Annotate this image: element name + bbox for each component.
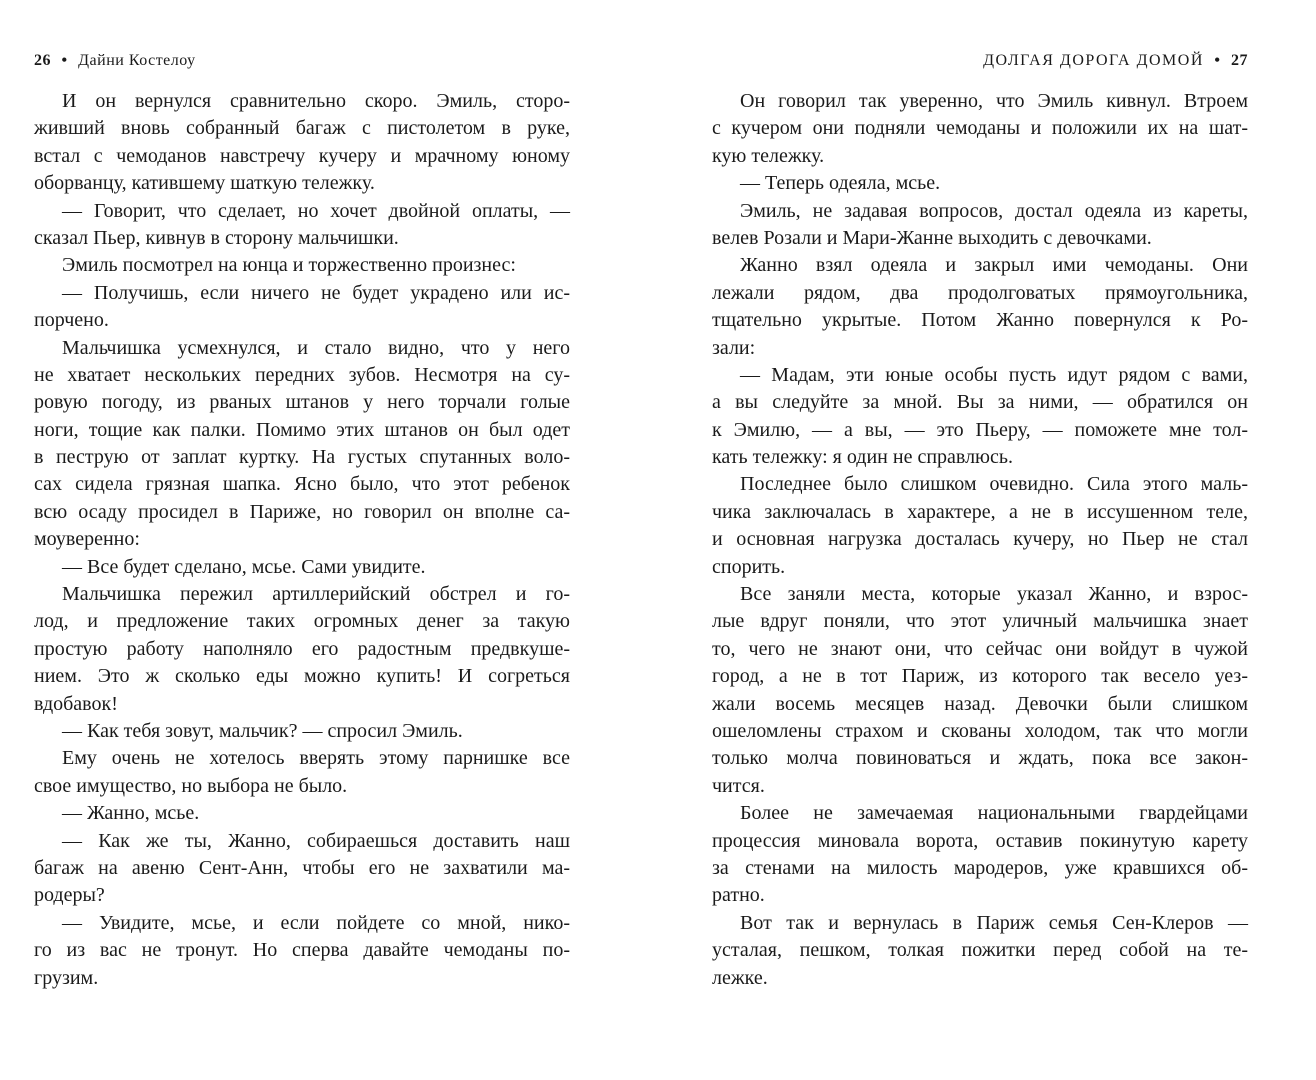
text-line: Ему очень не хотелось вверять этому парнишке все <box>62 747 570 770</box>
left-body-text <box>34 88 570 992</box>
text-line: ратно. <box>712 884 765 907</box>
text-line: к Эмилю, — а вы, — это Пьеру, — поможете мне тол- <box>712 418 1248 441</box>
text-line: Более не замечаемая национальными гвардейцами <box>740 802 1248 825</box>
text-line: не хватает нескольких передних зубов. Несмотря на су- <box>34 363 570 386</box>
text-line: Мальчишка усмехнулся, и стало видно, что у него <box>62 336 570 359</box>
right-body-text <box>712 88 1248 992</box>
text-line: — Теперь одеяла, мсье. <box>740 172 941 195</box>
text-line: вдобавок! <box>34 692 118 715</box>
text-line: сказал Пьер, кивнув в сторону мальчишки. <box>34 226 399 249</box>
text-line: процессия миновала ворота, оставив покинутую карету <box>712 829 1248 852</box>
text-line: — Как тебя зовут, мальчик? — спросил Эмиль. <box>62 719 463 742</box>
text-line: простую работу наполняло его радостным предвкуше- <box>34 637 570 660</box>
text-line: Все заняли места, которые указал Жанно, и взрос- <box>740 583 1248 606</box>
text-line: Последнее было слишком очевидно. Сила этого маль- <box>740 473 1248 496</box>
text-line: лежали рядом, два продолговатых прямоугольника, <box>712 281 1248 304</box>
text-line: с кучером они подняли чемоданы и положили их на шат- <box>712 117 1248 140</box>
text-line: — Говорит, что сделает, но хочет двойной оплаты, — <box>62 199 570 222</box>
text-line: то, чего не знают они, что сейчас они войдут в чужой <box>712 637 1248 660</box>
text-line: Эмиль, не задавая вопросов, достал одеяла из кареты, <box>740 199 1248 222</box>
text-line: лежке. <box>712 966 768 989</box>
text-line: — Мадам, эти юные особы пусть идут рядом с вами, <box>740 363 1248 386</box>
text-line: — Как же ты, Жанно, собираешься доставить наш <box>62 829 570 852</box>
text-line: И он вернулся сравнительно скоро. Эмиль, сторо- <box>62 90 570 112</box>
text-line: ровую погоду, из рваных штанов у него торчали голые <box>34 391 570 414</box>
text-line: кать тележку: я один не справлюсь. <box>712 446 1013 469</box>
text-line: — Все будет сделано, мсье. Сами увидите. <box>62 555 426 578</box>
text-line: ошеломлены страхом и скованы холодом, так что могли <box>712 719 1248 742</box>
text-line: — Получишь, если ничего не будет украдено или ис- <box>62 281 570 304</box>
text-line: Он говорил так уверенно, что Эмиль кивнул. Втроем <box>740 90 1248 112</box>
text-line: порчено. <box>34 309 109 332</box>
text-line: грузим. <box>34 966 99 989</box>
left-page <box>34 0 570 1080</box>
text-line: Вот так и вернулась в Париж семья Сен-Клеров — <box>740 911 1248 934</box>
text-line: свое имущество, но выбора не было. <box>34 774 348 797</box>
text-line: Жанно взял одеяла и закрыл ими чемоданы. Они <box>740 254 1248 277</box>
text-line: Эмиль посмотрел на юнца и торжественно произнес: <box>62 254 516 277</box>
text-line: чится. <box>712 774 765 797</box>
text-line: а вы следуйте за мной. Вы за ними, — обратился он <box>712 391 1248 414</box>
text-line: кую тележку. <box>712 144 825 167</box>
right-page <box>712 0 1248 1080</box>
text-line: нием. Это ж сколько еды можно купить! И согреться <box>34 665 570 688</box>
text-line: только молча повиноваться и ждать, пока все закон- <box>712 747 1248 770</box>
text-line: всю осаду просидел в Париже, но говорил он вполне са- <box>34 500 570 523</box>
text-line: Мальчишка пережил артиллерийский обстрел и го- <box>62 583 570 606</box>
text-line: родеры? <box>34 884 105 907</box>
text-line: багаж на авеню Сент-Анн, чтобы его не захватили ма- <box>34 856 570 879</box>
text-line: и основная нагрузка досталась кучеру, но Пьер не стал <box>712 528 1248 551</box>
header-separator: • <box>61 52 68 69</box>
page-number: 26 <box>34 52 51 69</box>
right-running-head <box>712 50 1248 72</box>
header-separator: • <box>1214 52 1221 69</box>
text-line: лод, и предложение таких огромных денег за такую <box>34 610 570 633</box>
author-name: Дайни Костелоу <box>78 52 196 69</box>
page-number: 27 <box>1231 52 1248 69</box>
text-line: оборванцу, катившему шаткую тележку. <box>34 172 375 195</box>
text-line: — Жанно, мсье. <box>62 802 200 825</box>
text-line: зали: <box>712 336 756 359</box>
text-line: спорить. <box>712 555 786 578</box>
text-line: город, а не в тот Париж, из которого так весело уез- <box>712 665 1248 688</box>
text-line: велев Розали и Мари-Жанне выходить с девочками. <box>712 226 1152 249</box>
text-line: встал с чемоданов навстречу кучеру и мрачному юному <box>34 144 570 167</box>
text-line: го из вас не тронут. Но сперва давайте чемоданы по- <box>34 939 570 962</box>
text-line: сах сидела грязная шапка. Ясно было, что этот ребенок <box>34 473 570 496</box>
text-line: лые вдруг поняли, что этот уличный мальчишка знает <box>712 610 1248 633</box>
text-line: тщательно укрытые. Потом Жанно повернулся к Ро- <box>712 309 1248 332</box>
text-line: моуверенно: <box>34 528 140 551</box>
text-line: за стенами на милость мародеров, уже кравшихся об- <box>712 856 1248 879</box>
left-running-head <box>34 50 570 72</box>
text-line: — Увидите, мсье, и если пойдете со мной, нико- <box>62 911 570 934</box>
text-line: чика заключалась в характере, а не в иссушенном теле, <box>712 500 1248 523</box>
text-line: усталая, пешком, толкая пожитки перед собой на те- <box>712 939 1248 962</box>
text-line: ноги, тощие как палки. Помимо этих штанов он был одет <box>34 418 570 441</box>
text-line: жали восемь месяцев назад. Девочки были слишком <box>712 692 1248 715</box>
book-title: ДОЛГАЯ ДОРОГА ДОМОЙ <box>983 52 1204 69</box>
text-line: в пеструю от заплат куртку. На густых спутанных воло- <box>34 446 570 469</box>
text-line: живший вновь собранный багаж с пистолетом в руке, <box>34 117 570 140</box>
